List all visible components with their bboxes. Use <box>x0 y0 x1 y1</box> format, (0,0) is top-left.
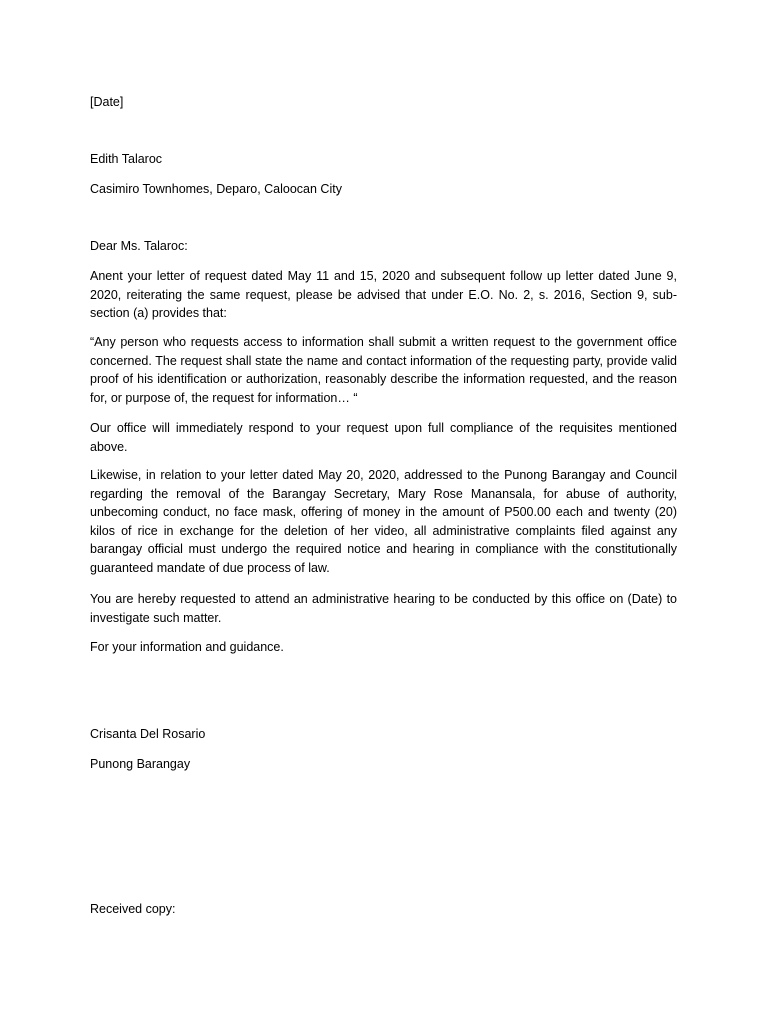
paragraph-complaint-due-process: Likewise, in relation to your letter dated May 20, 2020, addressed to the Punong Barangay and Council regarding the removal of the Barangay Secretary, Mary Rose Manansala, for abuse of authority, unbecoming conduct, no face mask, offering of money in the amount of P500.00 each and twenty (20) kilos of rice in exchange for the deletion of her video, all administrative complaints filed against any barangay official must undergo the required notice and hearing in compliance with the constitutionally guaranteed mandate of due process of law. <box>90 468 677 575</box>
received-copy-label: Received copy: <box>90 902 176 916</box>
paragraph-eo-quote: “Any person who requests access to information shall submit a written request to the government office concerned. The request shall state the name and contact information of the requesting party, provide valid proof of his identification or authorization, reasonably describe the information requested, and the reason for, or purpose of, the request for information… “ <box>90 335 677 405</box>
signatory-title: Punong Barangay <box>90 757 191 771</box>
paragraph-closing: For your information and guidance. <box>90 640 284 654</box>
recipient-name: Edith Talaroc <box>90 152 163 166</box>
paragraph-request-reference: Anent your letter of request dated May 11 and 15, 2020 and subsequent follow up letter dated June 9, 2020, reiterating the same request, please be advised that under E.O. No. 2, s. 2016, Section 9, sub-section (a) provides that: <box>90 269 677 320</box>
signatory-name: Crisanta Del Rosario <box>90 727 206 741</box>
salutation: Dear Ms. Talaroc: <box>90 239 188 253</box>
paragraph-compliance-response: Our office will immediately respond to your request upon full compliance of the requisites mentioned above. <box>90 421 677 454</box>
date-placeholder: [Date] <box>90 95 124 109</box>
paragraph-hearing-request: You are hereby requested to attend an administrative hearing to be conducted by this office on (Date) to investigate such matter. <box>90 592 677 625</box>
recipient-address: Casimiro Townhomes, Deparo, Caloocan City <box>90 182 342 196</box>
